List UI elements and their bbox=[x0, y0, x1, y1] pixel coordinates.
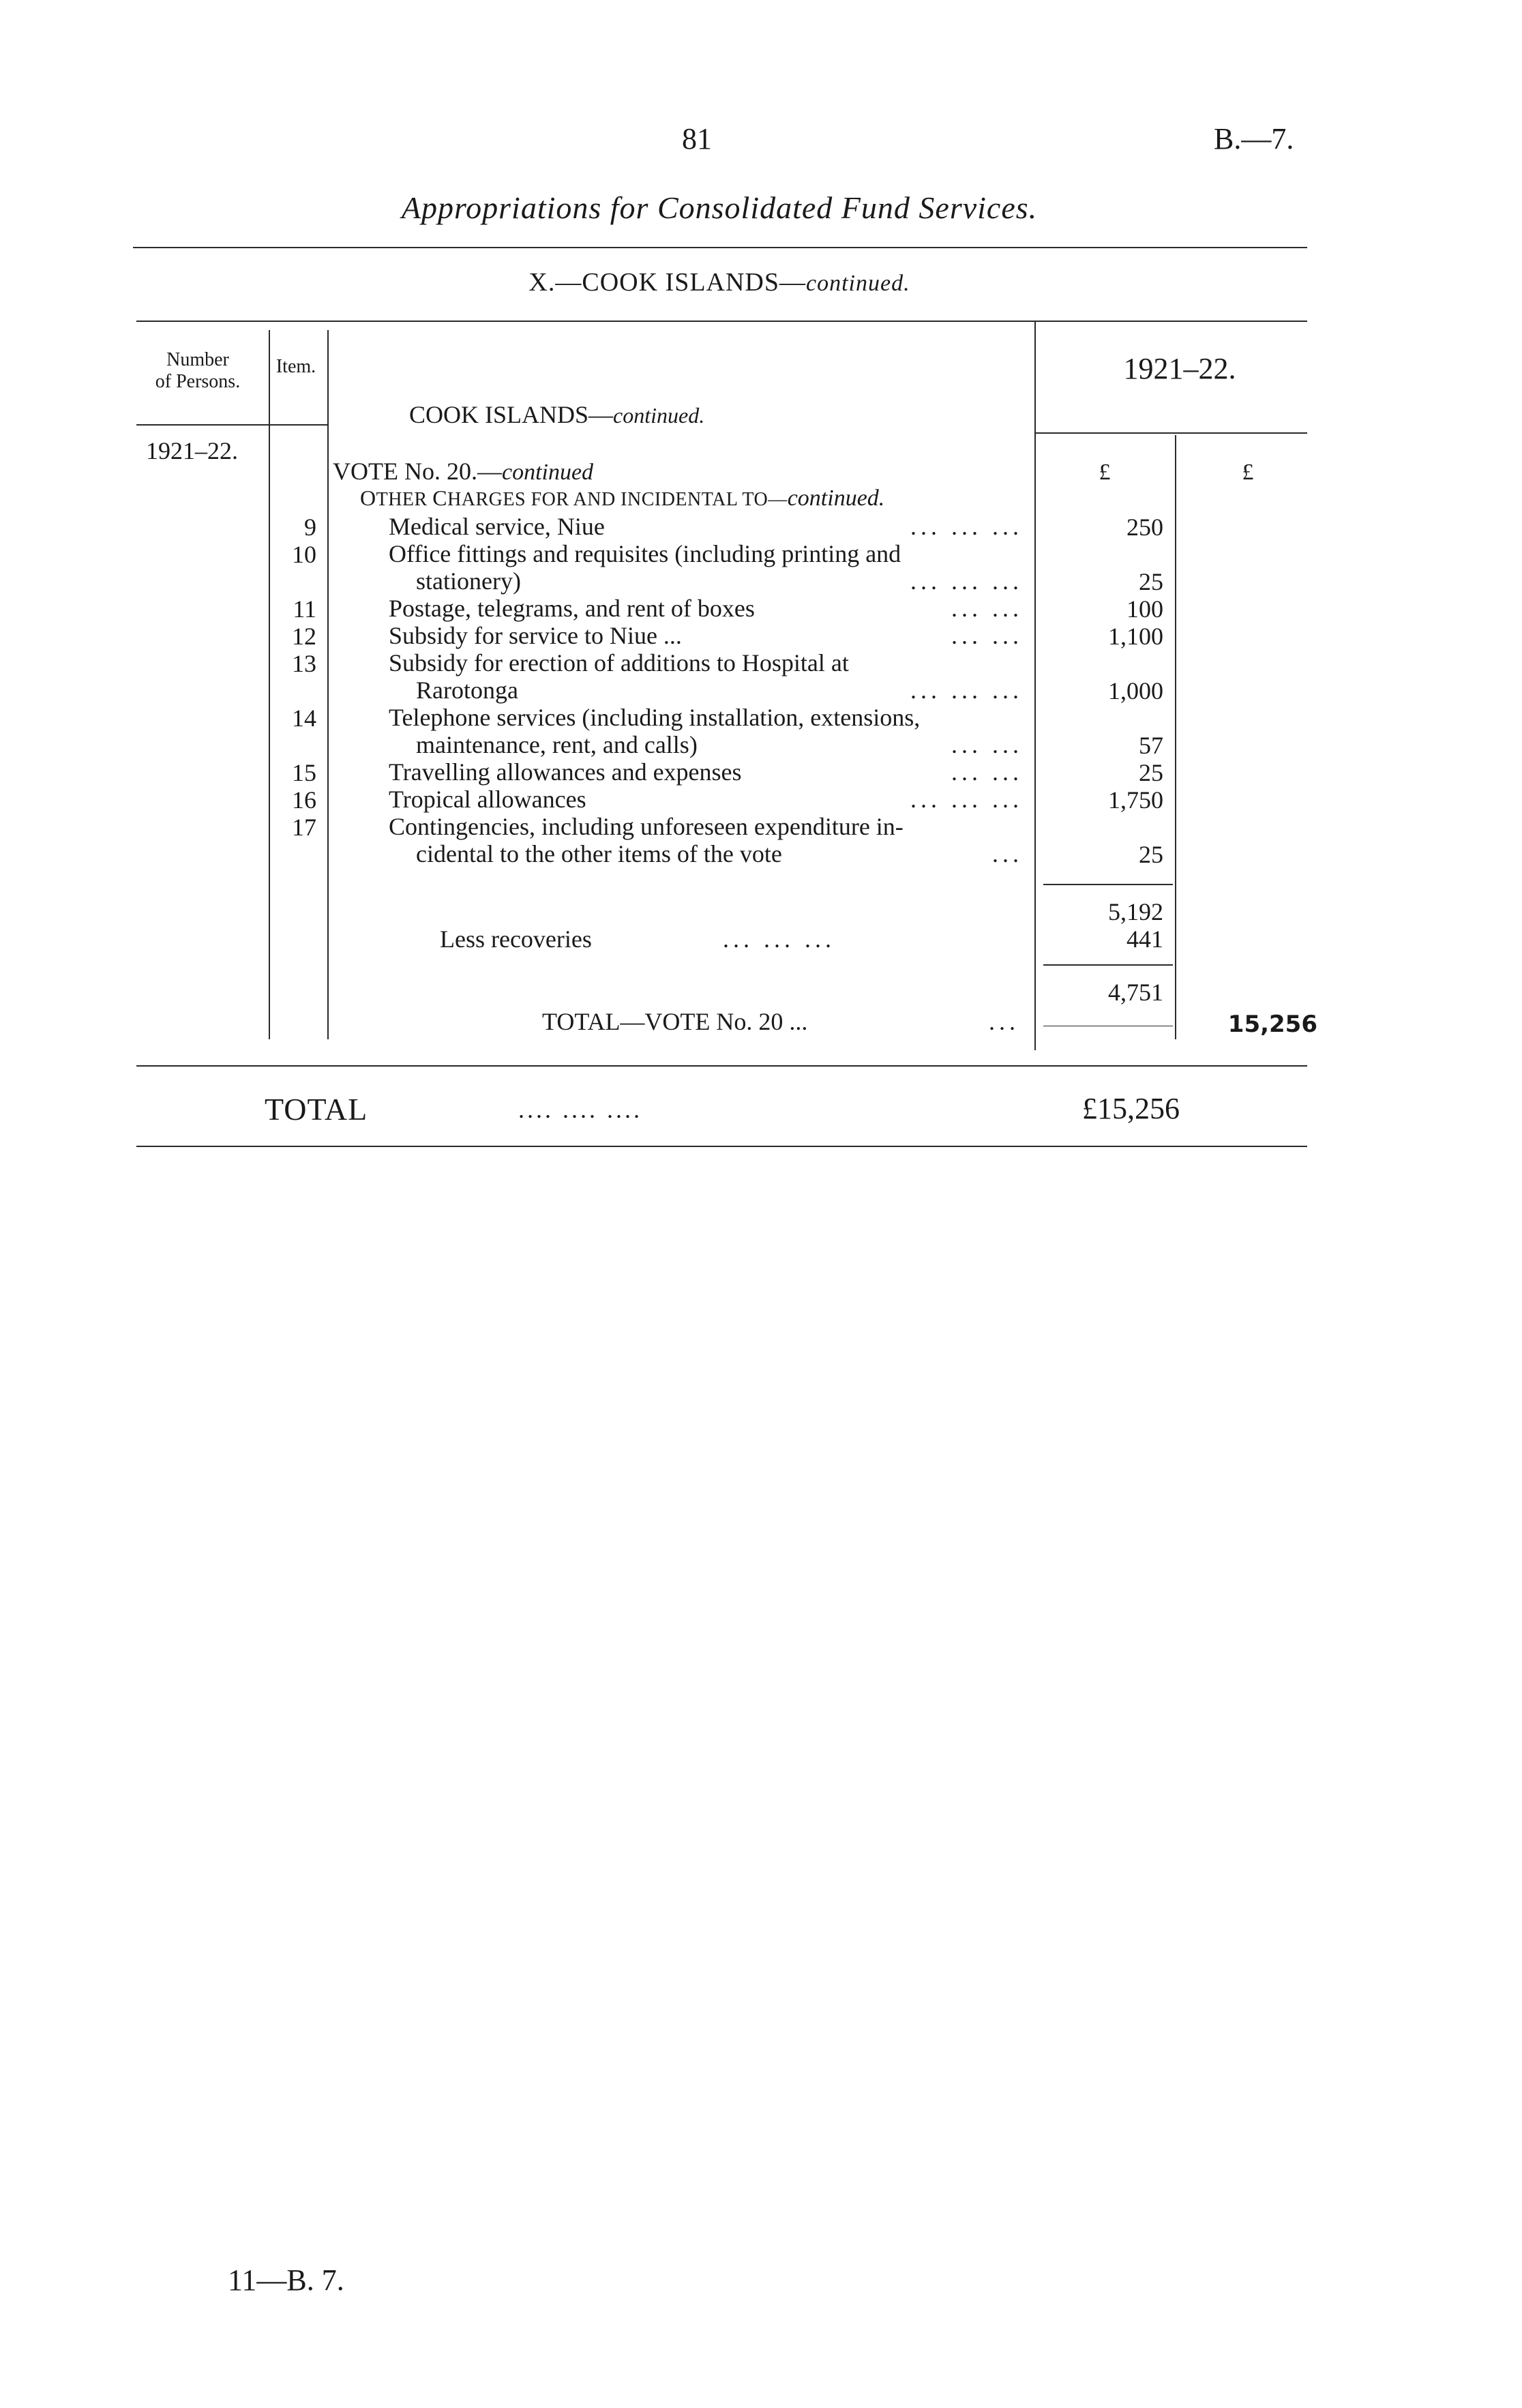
total-vote-amount: 15,256 bbox=[1227, 1011, 1317, 1038]
section-title-continued: continued. bbox=[806, 271, 910, 296]
section-title-text: X.—COOK ISLANDS— bbox=[528, 268, 806, 297]
charges-heading bbox=[360, 486, 884, 511]
item-header-rule bbox=[269, 424, 327, 426]
column-header-persons-line2: of Persons. bbox=[155, 371, 241, 392]
net-amount: 4,751 bbox=[1108, 979, 1163, 1006]
leader-dots: ... ... bbox=[951, 622, 1023, 649]
leader-dots: ... ... ... bbox=[910, 513, 1023, 540]
item-description bbox=[389, 513, 1023, 540]
subtotal-rule bbox=[1043, 884, 1173, 885]
document-reference: B.—7. bbox=[1214, 122, 1294, 155]
vote-heading-continued: continued bbox=[501, 460, 594, 485]
column-rule-amount bbox=[1175, 435, 1176, 1039]
item-description bbox=[389, 622, 1023, 649]
description-continuation: maintenance, rent, and calls) bbox=[416, 731, 698, 758]
description-line: Postage, telegrams, and rent of boxes bbox=[389, 595, 755, 622]
grand-total-bottom-rule bbox=[136, 1146, 1307, 1147]
item-number: 13 bbox=[292, 650, 316, 677]
table-top-rule bbox=[136, 321, 1307, 322]
item-description bbox=[389, 758, 1023, 786]
leader-dots: ... ... bbox=[951, 758, 1023, 786]
item-amount: 25 bbox=[1139, 759, 1163, 786]
leader-dots: .... .... .... bbox=[518, 1096, 642, 1123]
leader-dots: ... bbox=[989, 1008, 1019, 1035]
charges-cap-o: O bbox=[360, 486, 376, 510]
column-header-year: 1921–22. bbox=[1123, 352, 1236, 385]
grand-total-label: TOTAL bbox=[265, 1092, 368, 1127]
leader-dots: ... ... ... bbox=[910, 677, 1023, 704]
less-recoveries-label: Less recoveries bbox=[440, 925, 592, 953]
item-number: 17 bbox=[292, 814, 316, 841]
page-number: 81 bbox=[682, 122, 712, 155]
item-amount: 25 bbox=[1139, 568, 1163, 595]
item-number: 10 bbox=[292, 541, 316, 568]
item-description bbox=[389, 595, 1023, 622]
leader-dots: ... ... ... bbox=[910, 567, 1023, 595]
charges-text-1: THER bbox=[376, 489, 433, 510]
grand-total-amount: £15,256 bbox=[1082, 1092, 1180, 1125]
description-line: Contingencies, including unforeseen expenditure in- bbox=[389, 813, 904, 840]
column-header-persons bbox=[136, 349, 259, 393]
less-recoveries-amount: 441 bbox=[1126, 925, 1163, 953]
item-amount: 1,750 bbox=[1108, 786, 1163, 814]
persons-year-label: 1921–22. bbox=[146, 437, 238, 464]
item-description bbox=[389, 540, 1023, 595]
grand-total-top-rule bbox=[136, 1065, 1307, 1067]
subtotal-amount: 5,192 bbox=[1108, 898, 1163, 925]
leader-dots: ... ... bbox=[951, 731, 1023, 758]
column-rule-persons bbox=[269, 330, 270, 1039]
column-header-item: Item. bbox=[275, 356, 316, 377]
charges-continued: continued. bbox=[787, 486, 885, 511]
subheading-text: COOK ISLANDS— bbox=[409, 401, 614, 428]
persons-header-rule bbox=[136, 424, 269, 426]
column-rule-item bbox=[327, 330, 329, 1039]
item-number: 15 bbox=[292, 759, 316, 786]
description-line: Subsidy for erection of additions to Hospital at bbox=[389, 649, 849, 677]
description-line: Tropical allowances bbox=[389, 786, 586, 813]
description-line: Medical service, Niue bbox=[389, 513, 605, 540]
description-line: Travelling allowances and expenses bbox=[389, 758, 742, 786]
item-number: 12 bbox=[292, 623, 316, 650]
subheading-continued: continued. bbox=[613, 403, 705, 428]
pound-symbol-items: £ bbox=[1099, 460, 1111, 485]
description-line: Office fittings and requisites (including printing and bbox=[389, 540, 901, 567]
section-title bbox=[0, 267, 1439, 297]
leader-dots: ... ... ... bbox=[910, 786, 1023, 813]
description-line: Telephone services (including installation, extensions, bbox=[389, 704, 921, 731]
vote-heading-text: VOTE No. 20.— bbox=[333, 458, 502, 485]
leader-dots: ... bbox=[992, 840, 1023, 867]
item-number: 14 bbox=[292, 704, 316, 732]
description-continuation: cidental to the other items of the vote bbox=[416, 840, 782, 867]
column-rule-description bbox=[1034, 321, 1036, 1050]
title-rule bbox=[133, 247, 1307, 248]
pound-symbol-totals: £ bbox=[1242, 460, 1254, 485]
description-line: Subsidy for service to Niue ... bbox=[389, 622, 682, 649]
leader-dots: ... ... bbox=[951, 595, 1023, 622]
charges-cap-c: C bbox=[432, 486, 448, 510]
sheet-reference: 11—B. 7. bbox=[228, 2263, 344, 2297]
item-amount: 250 bbox=[1126, 514, 1163, 541]
vote-heading bbox=[333, 457, 593, 486]
item-description bbox=[389, 813, 1023, 867]
column-header-persons-line1: Number bbox=[166, 349, 229, 370]
item-amount: 100 bbox=[1126, 595, 1163, 623]
item-amount: 1,000 bbox=[1108, 677, 1163, 704]
net-rule bbox=[1043, 964, 1173, 966]
subheading-cook-islands bbox=[409, 400, 886, 429]
charges-text-2: HARGES FOR AND INCIDENTAL TO— bbox=[447, 489, 788, 510]
page-title: Appropriations for Consolidated Fund Services. bbox=[401, 190, 1038, 225]
item-number: 11 bbox=[293, 595, 316, 623]
item-number: 9 bbox=[304, 514, 316, 541]
item-number: 16 bbox=[292, 786, 316, 814]
year-header-rule bbox=[1034, 432, 1307, 434]
item-amount: 57 bbox=[1139, 732, 1163, 759]
item-description bbox=[389, 704, 1023, 758]
item-description bbox=[389, 649, 1023, 704]
description-continuation: Rarotonga bbox=[416, 677, 518, 704]
item-amount: 25 bbox=[1139, 841, 1163, 868]
leader-dots: ... ... ... bbox=[723, 925, 835, 953]
item-description bbox=[389, 786, 1023, 813]
item-amount: 1,100 bbox=[1108, 623, 1163, 650]
description-continuation: stationery) bbox=[416, 567, 521, 595]
total-vote-label: TOTAL—VOTE No. 20 ... bbox=[542, 1008, 808, 1035]
